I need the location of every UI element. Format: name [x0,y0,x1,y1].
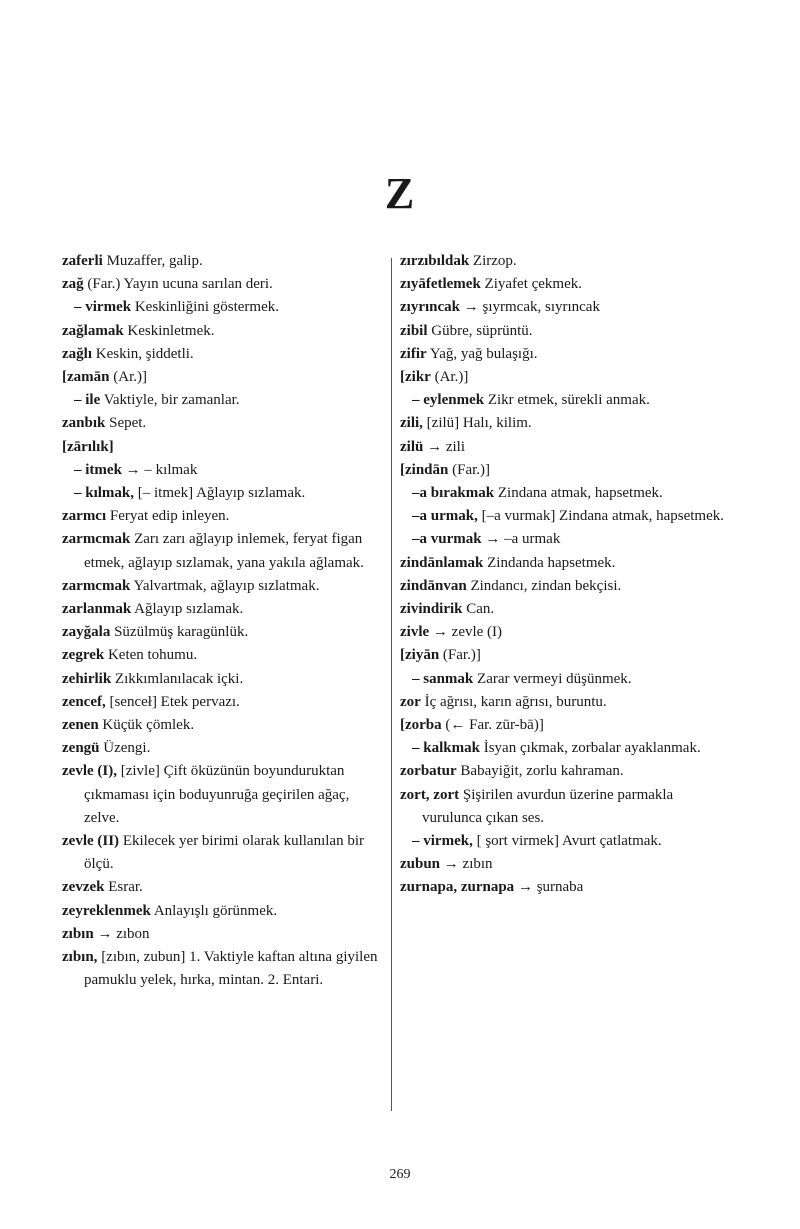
entry-definition: (Far.)] [452,461,491,478]
entry-headword: zıyrıncak [400,299,460,316]
dictionary-entry [412,389,730,412]
dictionary-entry [400,853,730,876]
entry-headword: [zamān [62,369,110,386]
entry-headword: zevle (II) [62,833,120,850]
entry-definition: Gübre, süprüntü. [431,322,533,339]
dictionary-entry [62,923,384,946]
entry-definition: Sepet. [109,415,147,432]
dictionary-entry [62,412,384,435]
entry-headword: zağ [62,276,84,293]
dictionary-entry [412,528,730,551]
dictionary-entry [62,946,384,992]
entry-headword: zeyreklenmek [62,902,151,919]
dictionary-entry [400,436,730,459]
dictionary-entry [62,621,384,644]
entry-definition: → zili [427,438,466,455]
entry-headword: zurnapa, zurnapa [400,879,515,896]
dictionary-entry [412,830,730,853]
entry-headword: – eylenmek [412,392,485,409]
entry-headword: zarlanmak [62,601,132,618]
entry-headword: [ziyān [400,647,440,664]
entry-definition: Zarı zarı ağlayıp inlemek, feryat figan etmek, ağlayıp sızlamak, yana yakıla ağlamak. [84,531,364,571]
dictionary-entry [412,668,730,691]
entry-definition: (← Far. zūr-bā)] [445,717,544,734]
entry-definition: Feryat edip inleyen. [109,508,230,525]
entry-headword: – kılmak, [74,485,135,502]
dictionary-entry [400,598,730,621]
entry-definition: Zindancı, zindan bekçisi. [470,577,622,594]
entry-headword: zorbatur [400,763,457,780]
dictionary-entry [74,296,384,319]
dictionary-entry [62,714,384,737]
dictionary-entry [62,528,384,574]
entry-definition: Keskinletmek. [127,322,215,339]
entry-definition: Küçük çömlek. [102,717,195,734]
entry-definition: Yalvartmak, ağlayıp sızlatmak. [133,577,320,594]
dictionary-entry [400,621,730,644]
entry-headword: zevle (I), [62,763,117,780]
entry-headword: [zārılık] [62,438,114,455]
entry-headword: zivle [400,624,430,641]
entry-definition: Ağlayıp sızlamak. [134,601,244,618]
entry-definition: → – kılmak [125,461,198,478]
dictionary-entry [62,876,384,899]
entry-headword: zindānlamak [400,554,484,571]
entry-headword: zarmcmak [62,531,131,548]
dictionary-entry [400,552,730,575]
dictionary-entry [62,320,384,343]
dictionary-entry [400,459,730,482]
dictionary-entry [400,714,730,737]
dictionary-entry [412,737,730,760]
entry-definition: Muzaffer, galip. [106,253,203,269]
dictionary-entry [400,273,730,296]
entry-headword: –a vurmak [412,531,482,548]
dictionary-entry [74,459,384,482]
dictionary-entry [400,412,730,435]
dictionary-entry [400,575,730,598]
dictionary-entry [62,598,384,621]
entry-definition: → zıbon [97,925,150,942]
dictionary-entry [400,644,730,667]
dictionary-entry [412,505,730,528]
entry-definition: [ şort virmek] Avurt çatlatmak. [476,833,662,850]
dictionary-entry [62,273,384,296]
entry-headword: zegrek [62,647,105,664]
entry-definition: Yağ, yağ bulaşığı. [429,345,538,362]
dictionary-entry [62,250,384,273]
entry-headword: – kalkmak [412,740,480,757]
entry-definition: Esrar. [108,879,143,896]
entry-headword: [zikr [400,369,431,386]
entry-definition: Zirzop. [472,253,517,269]
dictionary-entry [62,737,384,760]
entry-headword: zarmcı [62,508,107,525]
entry-headword: zindānvan [400,577,467,594]
entry-definition: İsyan çıkmak, zorbalar ayaklanmak. [483,740,701,757]
entry-definition: → zevle (I) [432,624,503,641]
entry-definition: Zıkkımlanılacak içki. [114,670,244,687]
entry-definition: Keten tohumu. [107,647,198,664]
dictionary-entry [62,575,384,598]
entry-definition: [senceł] Etek pervazı. [109,693,240,710]
entry-definition: [zilü] Halı, kilim. [426,415,532,432]
entry-headword: zubun [400,856,441,873]
entry-headword: zıyāfetlemek [400,276,481,293]
entry-definition: Üzengi. [103,740,151,757]
dictionary-entry [400,760,730,783]
entry-definition: (Ar.)] [113,369,147,386]
dictionary-entry [74,482,384,505]
entry-definition: (Far.)] [442,647,481,664]
dictionary-entry [400,876,730,899]
entry-definition: Süzülmüş karagünlük. [114,624,249,641]
entry-definition: Keskinliğini göstermek. [134,299,279,316]
entry-definition: (Far.) Yayın ucuna sarılan deri. [87,276,273,293]
entry-headword: –a bırakmak [412,485,495,502]
entry-headword: zevzek [62,879,105,896]
entry-definition: (Ar.)] [434,369,469,386]
entry-definition: Anlayışlı görünmek. [153,902,278,919]
entry-headword: zıbın, [62,949,98,966]
dictionary-entry [400,343,730,366]
entry-definition: → şıyrmcak, sıyrıncak [463,299,600,316]
entry-definition: [zıbın, zubun] 1. Vaktiyle kaftan altına giyilen pamuklu yelek, hırka, mintan. 2. Entari. [84,949,378,989]
dictionary-entry [400,320,730,343]
entry-headword: zencef, [62,693,106,710]
entry-headword: – sanmak [412,670,474,687]
entry-definition: Zindanda hapsetmek. [487,554,616,571]
dictionary-entry [400,691,730,714]
dictionary-entry [62,505,384,528]
dictionary-entry [400,784,730,830]
entry-definition: Ziyafet çekmek. [484,276,582,293]
entry-headword: zayğala [62,624,111,641]
dictionary-entry [400,366,730,389]
dictionary-entry [62,691,384,714]
entry-definition: Ekilecek yer birimi olarak kullanılan bir ölçü. [84,833,364,873]
entry-definition: → zıbın [443,856,493,873]
entry-definition: Şişirilen avurdun üzerine parmakla vurulunca çıkan ses. [422,786,674,826]
entry-headword: zehirlik [62,670,112,687]
page-number: 269 [389,1167,411,1182]
entry-definition: → şurnaba [517,879,584,896]
dictionary-entry [62,436,384,459]
entry-definition: Keskin, şiddetli. [95,345,194,362]
entry-definition: [zivle] Çift öküzünün boyunduruktan çıkmaması için boduyunruğa geçirilen ağaç, zelve. [84,763,350,826]
entry-headword: – virmek, [412,833,473,850]
left-column [62,250,384,993]
entry-headword: zıbın [62,925,94,942]
dictionary-entry [412,482,730,505]
entry-headword: zivindirik [400,601,463,618]
entry-headword: zort, zort [400,786,460,803]
entry-definition: Vaktiyle, bir zamanlar. [103,392,240,409]
dictionary-entry [62,366,384,389]
entry-headword: [zindān [400,461,449,478]
entry-headword: – itmek [74,461,122,478]
page-letter-heading: Z [384,169,416,218]
dictionary-entry [62,668,384,691]
entry-headword: zili, [400,415,423,432]
column-divider [391,258,392,1111]
entry-definition: → –a urmak [485,531,561,548]
dictionary-entry [62,343,384,366]
entry-definition: Zikr etmek, sürekli anmak. [487,392,650,409]
entry-headword: zibil [400,322,428,339]
dictionary-entry [400,296,730,319]
entry-headword: – virmek [74,299,132,316]
entry-headword: –a urmak, [412,508,478,525]
entry-headword: zilü [400,438,424,455]
entry-definition: [– itmek] Ağlayıp sızlamak. [137,485,306,502]
entry-definition: [–a vurmak] Zindana atmak, hapsetmek. [481,508,725,525]
entry-headword: [zorba [400,717,442,734]
entry-headword: zanbık [62,415,106,432]
entry-definition: Can. [466,601,495,618]
entry-definition: Babayiğit, zorlu kahraman. [460,763,624,780]
entry-headword: zengü [62,740,100,757]
entry-headword: zaferli [62,253,103,269]
dictionary-entry [62,644,384,667]
entry-headword: zenen [62,717,99,734]
right-column [400,250,730,900]
entry-headword: zarmcmak [62,577,131,594]
dictionary-entry [74,389,384,412]
entry-headword: zor [400,693,421,710]
entry-headword: zifir [400,345,427,362]
entry-definition: İç ağrısı, karın ağrısı, buruntu. [424,693,607,710]
dictionary-entry [62,900,384,923]
entry-definition: Zarar vermeyi düşünmek. [477,670,632,687]
dictionary-entry [62,830,384,876]
dictionary-entry [62,760,384,830]
entry-headword: zağlı [62,345,92,362]
dictionary-entry [400,250,730,273]
entry-headword: zırzıbıldak [400,253,470,269]
entry-headword: – ile [74,392,101,409]
entry-definition: Zindana atmak, hapsetmek. [497,485,663,502]
entry-headword: zağlamak [62,322,124,339]
